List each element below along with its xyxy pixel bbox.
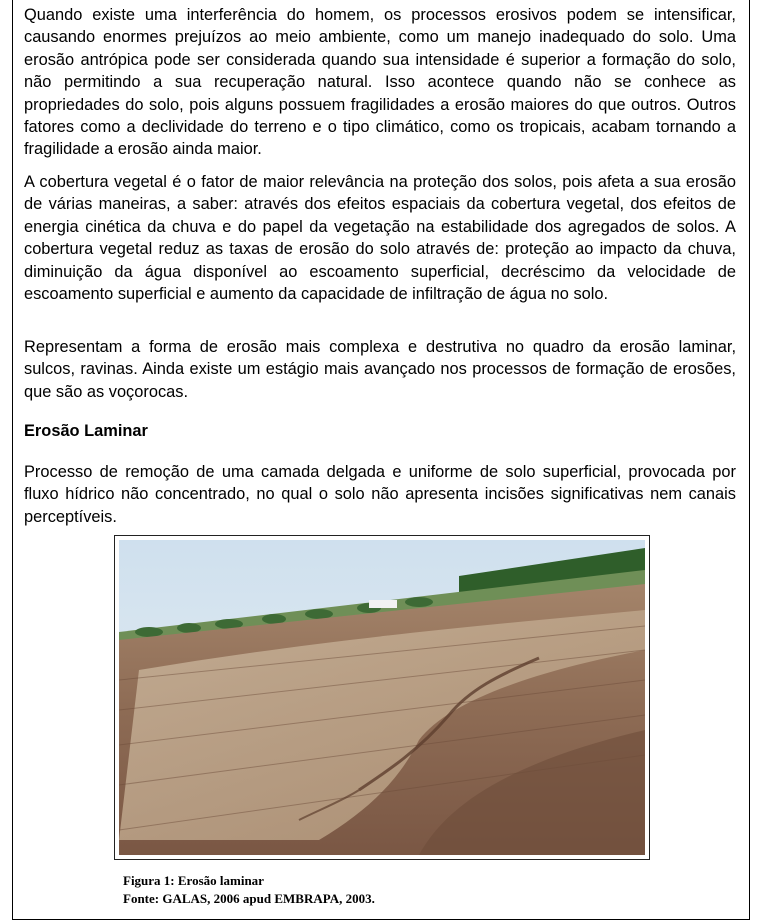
erosion-field-image bbox=[119, 540, 645, 855]
figure-source: Fonte: GALAS, 2006 apud EMBRAPA, 2003. bbox=[123, 891, 375, 906]
paragraph-erosion-forms: Representam a forma de erosão mais complexa e destrutiva no quadro da erosão laminar, sulcos, ravinas. Ainda existe um estágio mais avançado nos processos de formação de erosões, que são as voçorocas. bbox=[24, 338, 736, 401]
figure-photo-laminar-erosion bbox=[114, 535, 650, 860]
section-heading: Erosão Laminar bbox=[24, 422, 148, 440]
figure-caption: Figura 1: Erosão laminar bbox=[123, 873, 264, 888]
paragraph-laminar-definition: Processo de remoção de uma camada delgada e uniforme de solo superficial, provocada por fluxo hídrico não concentrado, no qual o solo não apresenta incisões significativas nem canais perceptíveis. bbox=[24, 463, 736, 526]
document-page bbox=[12, 0, 750, 920]
paragraph-vegetation-cover: A cobertura vegetal é o fator de maior relevância na proteção dos solos, pois afeta a sua erosão de várias maneiras, a saber: através dos efeitos espaciais da cobertura vegetal, dos efeitos de energia cinética da chuva e do papel da vegetação na estabilidade dos agregados de solos. A cobertura vegetal reduz as taxas de erosão do solo através de: proteção ao impacto da chuva, diminuição da água disponível ao escoamento superficial, decréscimo da velocidade de escoamento superficial e aumento da capacidade de infiltração de água no solo. bbox=[24, 173, 736, 304]
paragraph-anthropic-erosion: Quando existe uma interferência do homem, os processos erosivos podem se intensificar, causando enormes prejuízos ao meio ambiente, como um manejo inadequado do solo. Uma erosão antrópica pode ser considerada quando sua intensidade é superior a formação do solo, não permitindo a sua recuperação natural. Isso acontece quando não se conhece as propriedades do solo, pois alguns possuem fragilidades a erosão maiores do que outros. Outros fatores como a declividade do terreno e o tipo climático, como os tropicais, acabam tornando a fragilidade a erosão ainda maior. bbox=[24, 6, 736, 159]
